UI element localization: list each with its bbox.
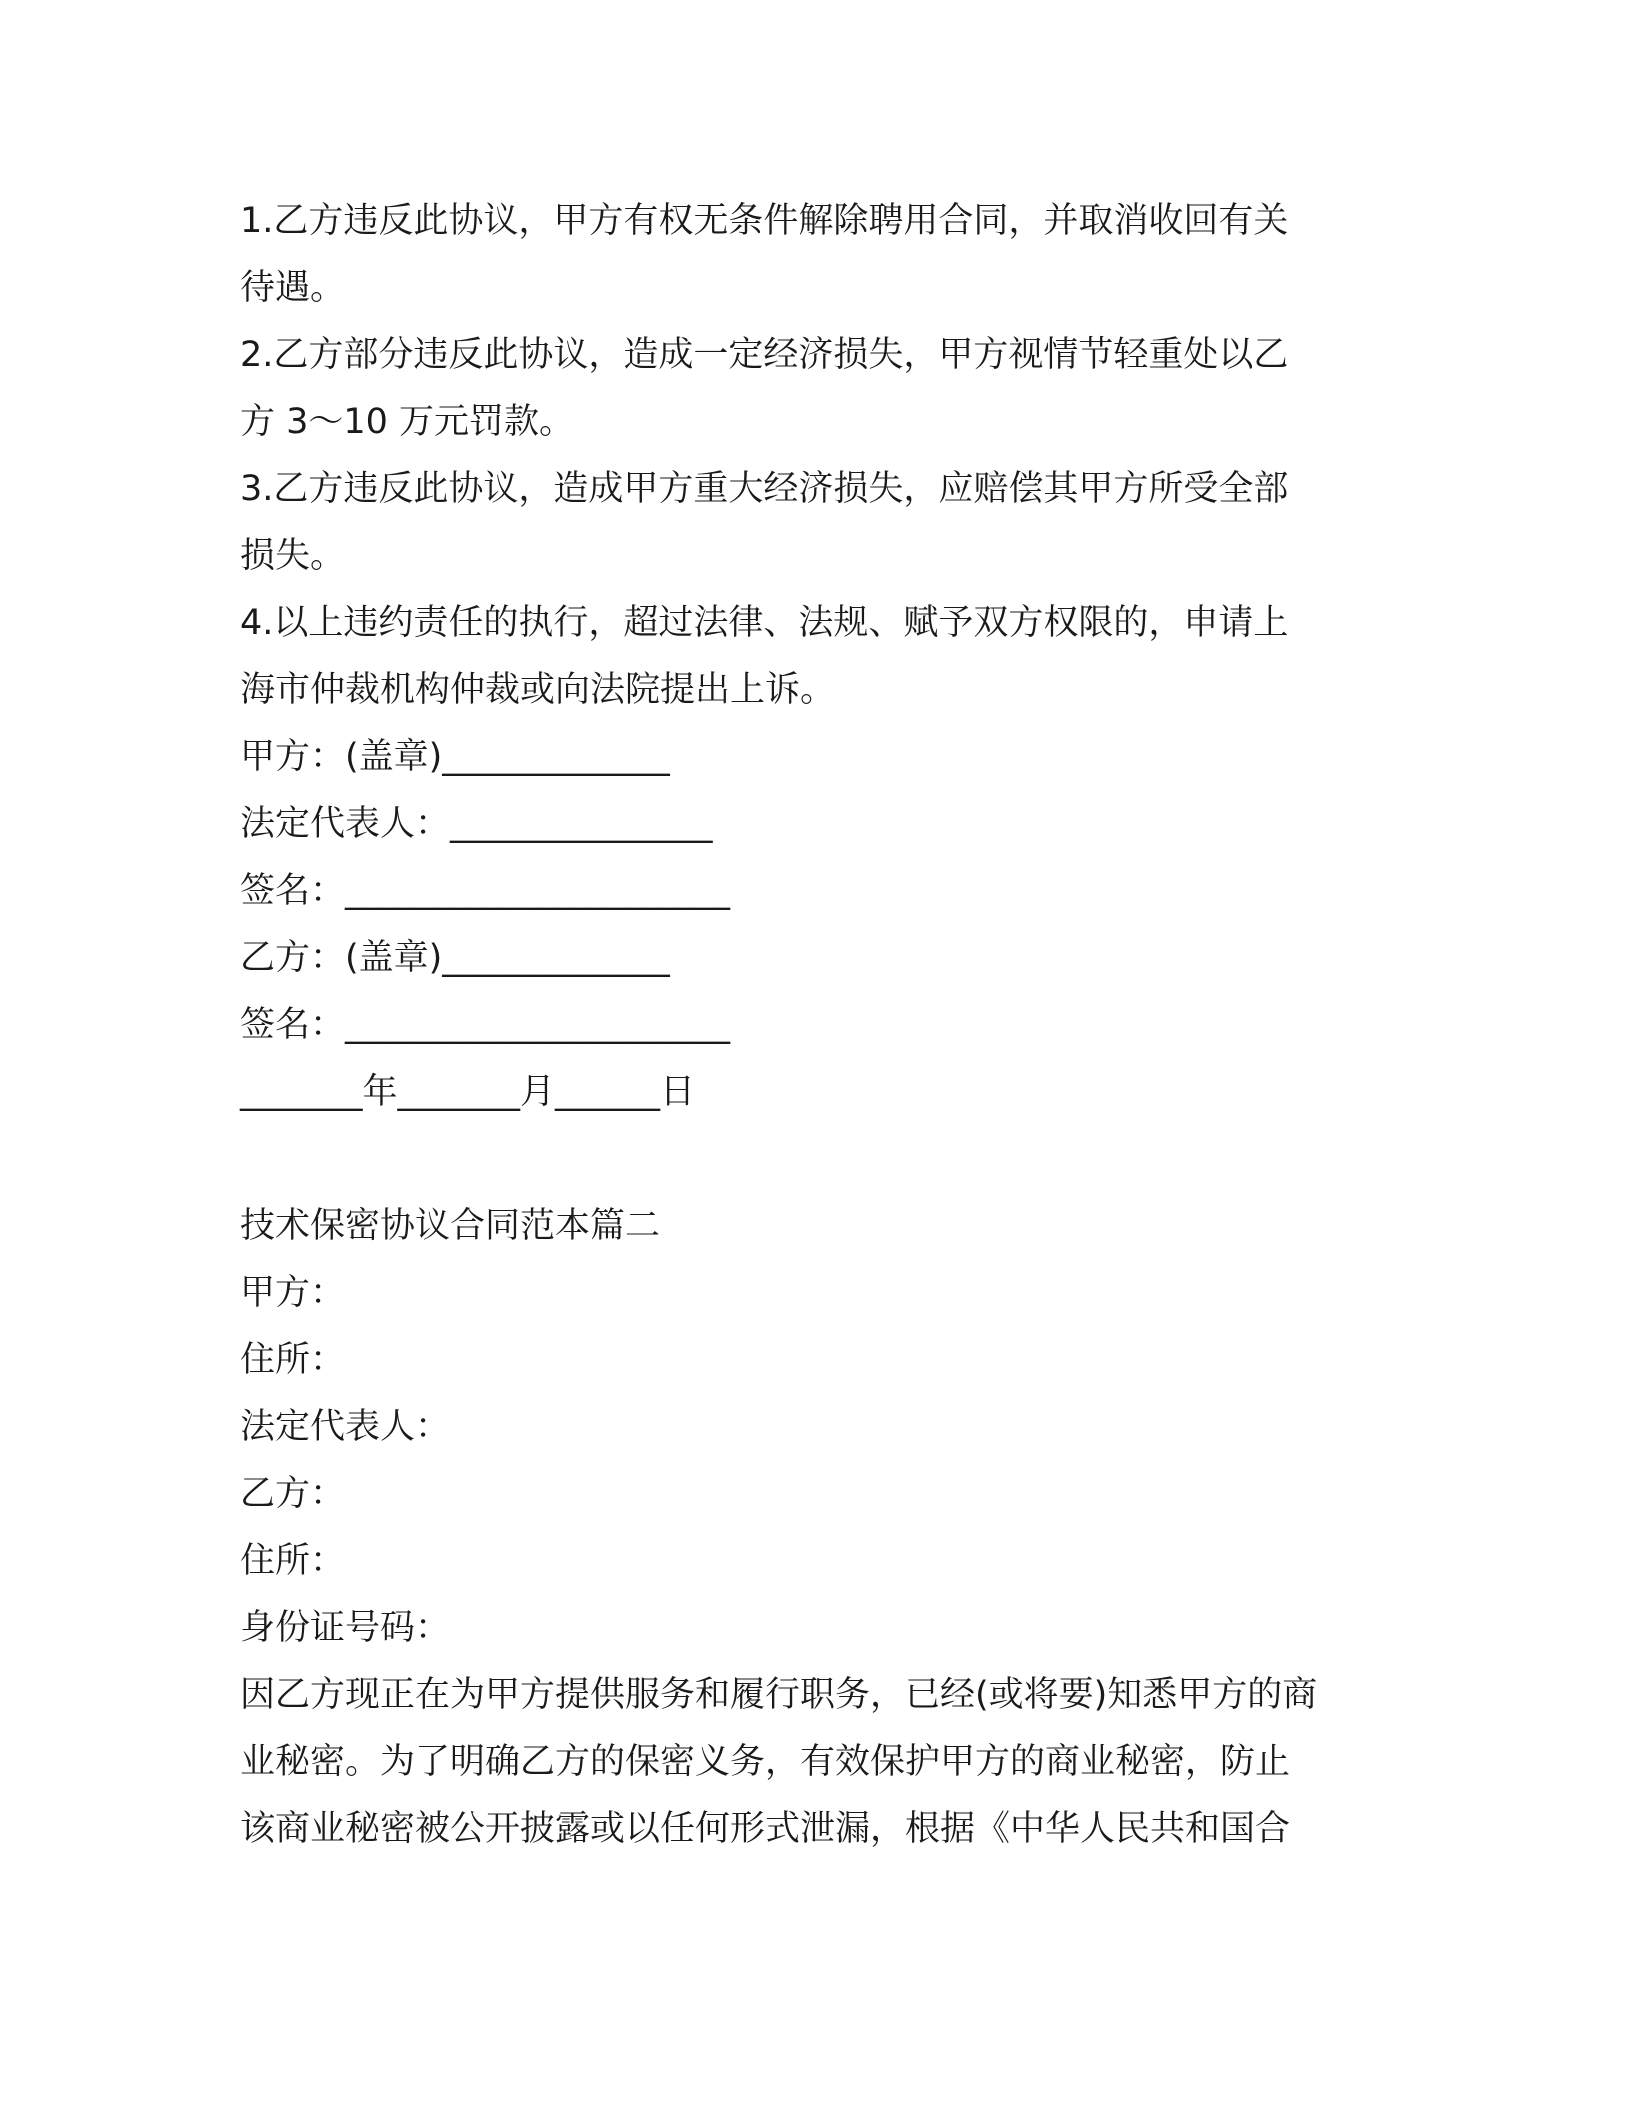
breach-clause-2: [240, 322, 1380, 456]
id-number-field: 身份证号码：: [240, 1608, 451, 1648]
breach-clause-4: [240, 590, 1380, 724]
clause-text-line: 海市仲裁机构仲裁或向法院提出上诉。: [240, 670, 836, 710]
clause-text-line: 2.乙方部分违反此协议，造成一定经济损失，甲方视情节轻重处以乙: [240, 335, 1289, 375]
party-b-seal-line: 乙方：(盖章)_____________: [240, 938, 670, 978]
clause-text-line: 损失。: [240, 536, 346, 576]
party-b-signature-line: 签名：______________________: [240, 1005, 731, 1045]
breach-clause-1: [240, 188, 1380, 322]
breach-clause-3: [240, 456, 1380, 590]
intro-text-line: 该商业秘密被公开披露或以任何形式泄漏，根据《中华人民共和国合: [240, 1809, 1291, 1849]
legal-representative-line: 法定代表人：_______________: [240, 804, 713, 844]
section-spacer: [240, 1126, 1380, 1193]
party-a-address-field: 住所：: [240, 1340, 346, 1380]
party-a-signature-line: 签名：______________________: [240, 871, 731, 911]
party-a-field: 甲方：: [240, 1273, 346, 1313]
party-b-field: 乙方：: [240, 1474, 346, 1514]
legal-representative-field: 法定代表人：: [240, 1407, 451, 1447]
party-b-address-field: 住所：: [240, 1541, 346, 1581]
intro-text-line: 业秘密。为了明确乙方的保密义务，有效保护甲方的商业秘密，防止: [240, 1742, 1291, 1782]
clause-text-line: 4.以上违约责任的执行，超过法律、法规、赋予双方权限的，申请上: [240, 603, 1289, 643]
clause-text-line: 1.乙方违反此协议，甲方有权无条件解除聘用合同，并取消收回有关: [240, 201, 1289, 241]
section-two: [240, 1193, 1380, 1863]
signature-block: [240, 724, 1380, 1126]
clause-text-line: 3.乙方违反此协议，造成甲方重大经济损失，应赔偿其甲方所受全部: [240, 469, 1289, 509]
document-body: [240, 188, 1380, 1863]
section-title: 技术保密协议合同范本篇二: [240, 1206, 661, 1246]
date-line: _______年_______月______日: [240, 1072, 696, 1112]
intro-text-line: 因乙方现正在为甲方提供服务和履行职务，已经(或将要)知悉甲方的商: [240, 1675, 1318, 1715]
party-a-seal-line: 甲方：(盖章)_____________: [240, 737, 670, 777]
clause-text-line: 方 3～10 万元罚款。: [240, 402, 575, 442]
clause-text-line: 待遇。: [240, 268, 346, 308]
